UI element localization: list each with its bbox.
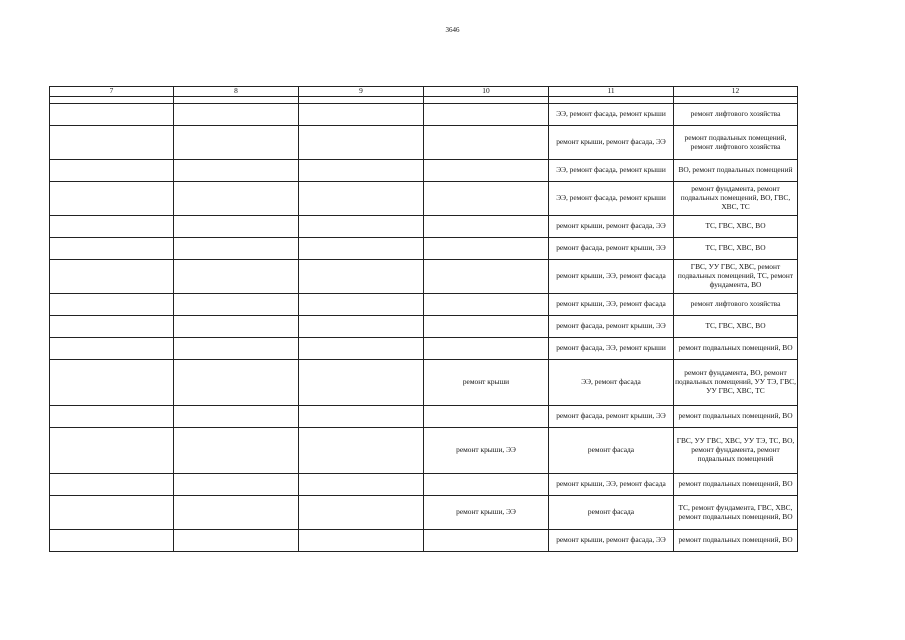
table-cell <box>299 338 424 360</box>
table-row <box>50 104 798 126</box>
table-cell <box>50 338 174 360</box>
table-cell <box>50 126 174 160</box>
table-cell: ремонт фасада, ЭЭ, ремонт крыши <box>549 338 674 360</box>
table-cell <box>174 182 299 216</box>
table-cell: ТС, ГВС, ХВС, ВО <box>674 238 798 260</box>
table-cell: ремонт крыши, ремонт фасада, ЭЭ <box>549 216 674 238</box>
spacer-row <box>50 97 798 104</box>
table-cell <box>424 238 549 260</box>
table-cell <box>50 97 174 104</box>
table-row <box>50 338 798 360</box>
column-header: 9 <box>299 87 424 97</box>
table-cell <box>424 530 549 552</box>
table-row <box>50 294 798 316</box>
table-cell <box>174 360 299 406</box>
table-cell <box>424 160 549 182</box>
table-cell: ЭЭ, ремонт фасада <box>549 360 674 406</box>
table-cell: ЭЭ, ремонт фасада, ремонт крыши <box>549 160 674 182</box>
table-cell <box>424 406 549 428</box>
table-row <box>50 530 798 552</box>
table-cell <box>299 294 424 316</box>
table-cell: ремонт фасада, ремонт крыши, ЭЭ <box>549 238 674 260</box>
table-cell <box>50 316 174 338</box>
table-cell: ремонт фасада, ремонт крыши, ЭЭ <box>549 316 674 338</box>
table-cell: ремонт крыши, ремонт фасада, ЭЭ <box>549 530 674 552</box>
column-header: 8 <box>174 87 299 97</box>
table-cell: ремонт фасада <box>549 496 674 530</box>
table-row <box>50 260 798 294</box>
table-cell: ТС, ГВС, ХВС, ВО <box>674 316 798 338</box>
table-cell <box>299 160 424 182</box>
table-cell: ремонт фундамента, ремонт подвальных помещений, ВО, ГВС, ХВС, ТС <box>674 182 798 216</box>
table-cell: ВО, ремонт подвальных помещений <box>674 160 798 182</box>
table-cell <box>674 97 798 104</box>
table-cell <box>50 428 174 474</box>
table-cell: ГВС, УУ ГВС, ХВС, УУ ТЭ, ТС, ВО, ремонт фундамента, ремонт подвальных помещений <box>674 428 798 474</box>
table-row <box>50 428 798 474</box>
table-cell <box>299 474 424 496</box>
table-cell <box>50 238 174 260</box>
table-row <box>50 360 798 406</box>
table-cell <box>299 496 424 530</box>
table-cell: ЭЭ, ремонт фасада, ремонт крыши <box>549 104 674 126</box>
table-cell <box>174 126 299 160</box>
table-cell <box>299 360 424 406</box>
table-cell <box>50 360 174 406</box>
table-cell <box>299 126 424 160</box>
table-cell <box>424 316 549 338</box>
table-cell <box>174 104 299 126</box>
table-cell: ремонт лифтового хозяйства <box>674 104 798 126</box>
table-row <box>50 496 798 530</box>
table-cell: ремонт крыши <box>424 360 549 406</box>
table-cell: ремонт фасада <box>549 428 674 474</box>
table-cell <box>50 474 174 496</box>
table-row <box>50 474 798 496</box>
table-cell <box>424 294 549 316</box>
table-cell <box>50 260 174 294</box>
table-cell <box>174 160 299 182</box>
column-header: 10 <box>424 87 549 97</box>
table-cell <box>174 294 299 316</box>
column-header: 11 <box>549 87 674 97</box>
column-header: 7 <box>50 87 174 97</box>
table-cell <box>50 160 174 182</box>
table-cell: ремонт крыши, ЭЭ, ремонт фасада <box>549 260 674 294</box>
table-cell <box>50 182 174 216</box>
table-cell <box>299 316 424 338</box>
table-cell <box>299 260 424 294</box>
table-cell <box>424 338 549 360</box>
table-cell: ремонт крыши, ЭЭ <box>424 428 549 474</box>
table-cell: ТС, ремонт фундамента, ГВС, ХВС, ремонт подвальных помещений, ВО <box>674 496 798 530</box>
table-cell <box>174 406 299 428</box>
table-cell: ГВС, УУ ГВС, ХВС, ремонт подвальных помещений, ТС, ремонт фундамента, ВО <box>674 260 798 294</box>
table-cell: ремонт крыши, ремонт фасада, ЭЭ <box>549 126 674 160</box>
column-header: 12 <box>674 87 798 97</box>
table-cell: ТС, ГВС, ХВС, ВО <box>674 216 798 238</box>
table-cell: ремонт крыши, ЭЭ <box>424 496 549 530</box>
table-cell <box>50 406 174 428</box>
table-cell: ремонт фасада, ремонт крыши, ЭЭ <box>549 406 674 428</box>
table-cell <box>424 126 549 160</box>
table-cell <box>299 428 424 474</box>
table-cell <box>174 496 299 530</box>
table-cell <box>174 530 299 552</box>
table-cell <box>424 104 549 126</box>
table-cell: ремонт подвальных помещений, ремонт лифтового хозяйства <box>674 126 798 160</box>
table-cell <box>299 406 424 428</box>
table-cell: ремонт подвальных помещений, ВО <box>674 530 798 552</box>
table-row <box>50 406 798 428</box>
table-cell: ЭЭ, ремонт фасада, ремонт крыши <box>549 182 674 216</box>
table-row <box>50 238 798 260</box>
table-cell <box>174 97 299 104</box>
table-cell <box>424 474 549 496</box>
table-row <box>50 216 798 238</box>
table-cell <box>174 260 299 294</box>
table-cell <box>549 97 674 104</box>
table-cell <box>299 216 424 238</box>
table-cell <box>174 338 299 360</box>
work-table <box>49 86 798 552</box>
table-row <box>50 182 798 216</box>
table-cell <box>174 316 299 338</box>
table-row <box>50 160 798 182</box>
table-cell: ремонт крыши, ЭЭ, ремонт фасада <box>549 294 674 316</box>
table-cell <box>424 182 549 216</box>
table-row <box>50 126 798 160</box>
table-cell: ремонт лифтового хозяйства <box>674 294 798 316</box>
table-cell <box>50 496 174 530</box>
table-cell <box>174 216 299 238</box>
table-cell <box>50 294 174 316</box>
table-cell <box>424 216 549 238</box>
table-cell <box>174 238 299 260</box>
table-cell: ремонт подвальных помещений, ВО <box>674 338 798 360</box>
table-cell <box>50 104 174 126</box>
table-cell <box>299 104 424 126</box>
header-row <box>50 87 798 97</box>
page-number: 3646 <box>445 26 460 34</box>
table-cell <box>299 182 424 216</box>
table-cell <box>50 530 174 552</box>
table-row <box>50 316 798 338</box>
table-cell <box>424 260 549 294</box>
table-cell: ремонт подвальных помещений, ВО <box>674 406 798 428</box>
table-cell <box>299 238 424 260</box>
table-cell <box>299 97 424 104</box>
table-cell <box>174 474 299 496</box>
table-cell: ремонт фундамента, ВО, ремонт подвальных помещений, УУ ТЭ, ГВС, УУ ГВС, ХВС, ТС <box>674 360 798 406</box>
table-cell <box>50 216 174 238</box>
table-cell: ремонт крыши, ЭЭ, ремонт фасада <box>549 474 674 496</box>
table-cell <box>174 428 299 474</box>
table-cell <box>299 530 424 552</box>
table-cell: ремонт подвальных помещений, ВО <box>674 474 798 496</box>
table-cell <box>424 97 549 104</box>
